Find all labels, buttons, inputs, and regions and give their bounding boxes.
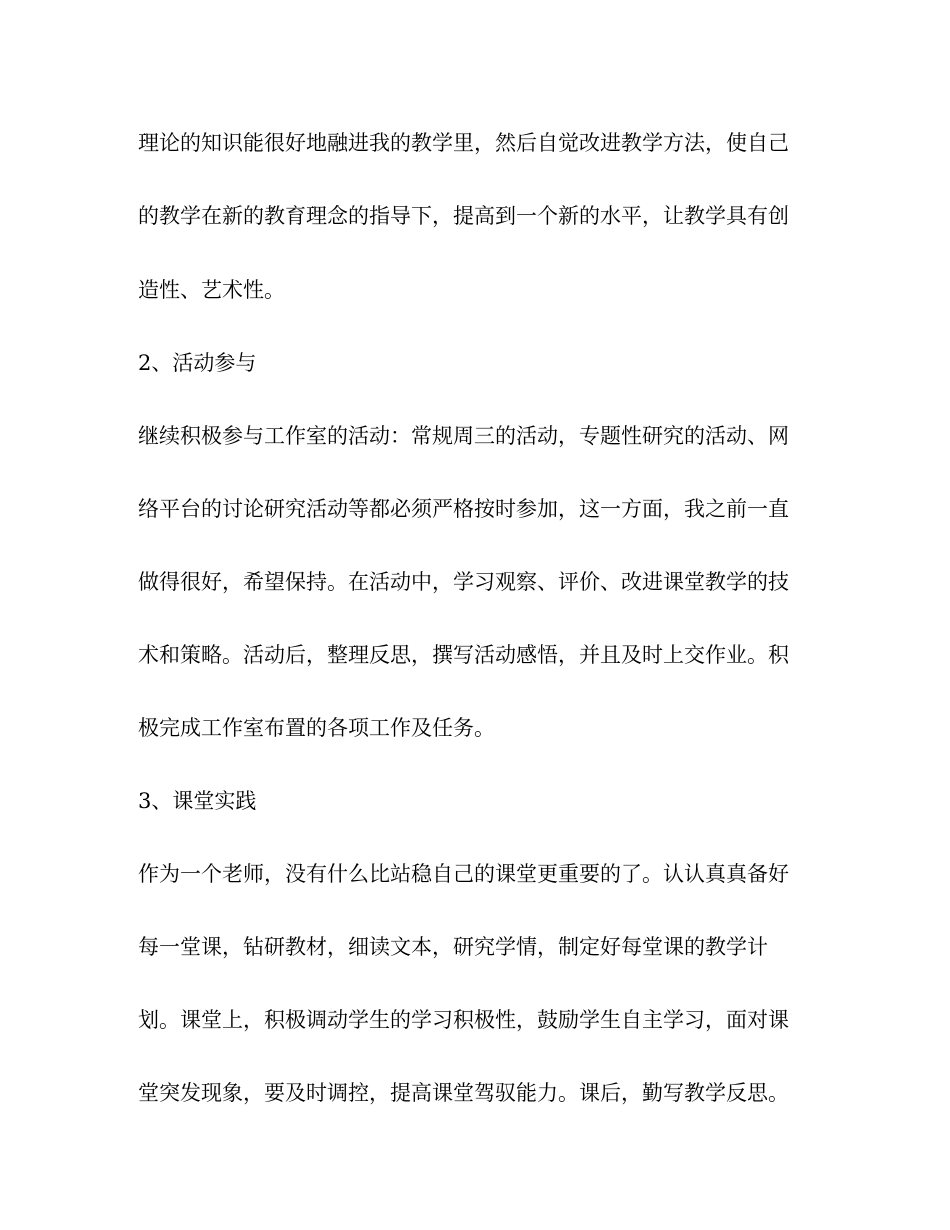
paragraph-line: 做得很好，希望保持。在活动中，学习观察、评价、改进课堂教学的技 (138, 570, 789, 594)
paragraph-line: 理论的知识能很好地融进我的教学里，然后自觉改进教学方法，使自己 (138, 131, 789, 155)
paragraph-line: 每一堂课，钻研教材，细读文本，研究学情，制定好每堂课的教学计 (138, 935, 768, 959)
paragraph-line: 作为一个老师，没有什么比站稳自己的课堂更重要的了。认认真真备好 (138, 862, 789, 886)
paragraph-line: 术和策略。活动后，整理反思，撰写活动感悟，并且及时上交作业。积 (138, 643, 789, 667)
paragraph-line: 堂突发现象，要及时调控，提高课堂驾驭能力。课后，勤写教学反思。 (138, 1081, 789, 1105)
paragraph-line: 的教学在新的教育理念的指导下，提高到一个新的水平，让教学具有创 (138, 204, 789, 228)
section-heading: 2、活动参与 (138, 351, 257, 375)
paragraph-line: 络平台的讨论研究活动等都必须严格按时参加，这一方面，我之前一直 (138, 497, 789, 521)
paragraph-line: 继续积极参与工作室的活动：常规周三的活动，专题性研究的活动、网 (138, 424, 789, 448)
paragraph-line: 极完成工作室布置的各项工作及任务。 (138, 716, 495, 740)
paragraph-line: 造性、艺术性。 (138, 278, 285, 302)
section-heading: 3、课堂实践 (138, 789, 257, 813)
paragraph-line: 划。课堂上，积极调动学生的学习积极性，鼓励学生自主学习，面对课 (138, 1008, 789, 1032)
